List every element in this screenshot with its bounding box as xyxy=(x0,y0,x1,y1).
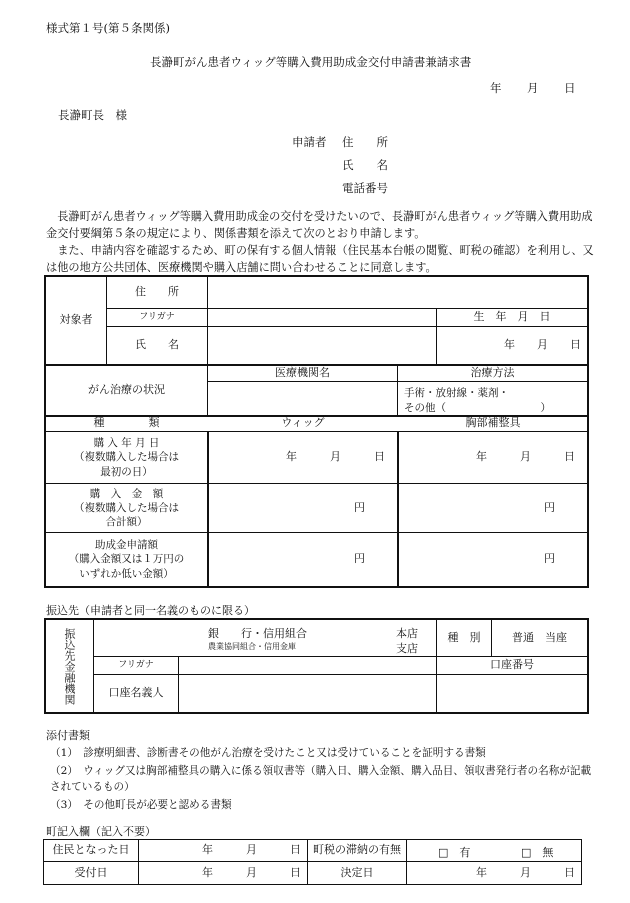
grant-amount-label-line1: 助成金申請額 xyxy=(95,539,158,552)
attachment-item-2: （2） ウィッグ又は胸部補整具の購入に係る領収書等（購入日、購入金額、購入品目、領収書発行者の名称が記載されているもの） xyxy=(50,765,592,793)
subject-label: 対象者 xyxy=(59,313,93,327)
attachments-heading: 添付書類 xyxy=(46,729,90,742)
purchase-date-label xyxy=(46,432,207,483)
receipt-date-value: 年 月 日 xyxy=(202,865,301,879)
body-paragraph-1: 長瀞町がん患者ウィッグ等購入費用助成金の交付を受けたいので、長瀞町がん患者ウィッグ等購入費用助成金交付要綱第５条の規定により、関係書類を添えて次のとおり申請します。 xyxy=(46,210,593,240)
purchase-amount-label-line1: 購 入 金 額 xyxy=(89,487,164,500)
applicant-address-label: 住 所 xyxy=(342,135,388,149)
subject-address-label: 住 所 xyxy=(135,285,179,299)
breast-grant-yen: 円 xyxy=(544,552,555,566)
birth-date-label: 生 年 月 日 xyxy=(473,310,551,324)
birth-date-value: 年 月 日 xyxy=(504,338,581,352)
decision-date-label: 決定日 xyxy=(340,865,374,879)
purchase-date-label-line2: （複数購入した場合は xyxy=(74,451,179,464)
purchase-amount-label-line3: 合計額） xyxy=(105,516,148,529)
attachment-item-1: （1） 診療明細書、診断書その他がん治療を受けたこと又は受けていることを証明する書類 xyxy=(50,747,486,759)
subject-name-label: 氏 名 xyxy=(135,338,179,352)
account-type-value: 普通 当座 xyxy=(512,630,567,644)
breast-amount-yen: 円 xyxy=(544,500,555,514)
purchase-date-label-line1: 購 入 年 月 日 xyxy=(93,437,160,450)
bank-side-label-text: 振込先金融機関 xyxy=(63,627,76,705)
office-use-heading: 町記入欄（記入不要） xyxy=(46,825,156,838)
receipt-date-label: 受付日 xyxy=(74,865,108,879)
date-year: 年 xyxy=(490,81,502,95)
branch-main-label: 本店 xyxy=(396,627,418,640)
grant-amount-label-line3: いずれか低い金額） xyxy=(79,567,174,580)
applicant-name-label: 氏 名 xyxy=(342,158,388,172)
bank-type-line2: 農業協同組合・信用金庫 xyxy=(208,642,296,651)
wig-amount-yen: 円 xyxy=(354,500,365,514)
wig-column-header: ウィッグ xyxy=(281,416,325,430)
wig-purchase-date: 年 月 日 xyxy=(286,450,385,464)
treatment-method-other: その他（ ） xyxy=(404,402,551,414)
purchase-date-label-line3: 最初の日） xyxy=(100,465,153,478)
grant-amount-label xyxy=(46,533,207,586)
date-day: 日 xyxy=(564,81,576,95)
date-month: 月 xyxy=(527,81,539,95)
medical-institution-label: 医療機関名 xyxy=(275,366,330,380)
tax-arrears-no-checkbox[interactable]: □ 無 xyxy=(521,846,554,859)
addressee: 長瀞町長 様 xyxy=(58,108,127,122)
resident-date-value: 年 月 日 xyxy=(202,843,301,857)
bank-type-line1: 銀 行・信用組合 xyxy=(208,627,307,640)
applicant-label: 申請者 xyxy=(292,135,327,149)
account-type-label: 種 別 xyxy=(447,630,481,644)
purchase-amount-label xyxy=(46,484,207,532)
wig-grant-yen: 円 xyxy=(354,552,365,566)
decision-date-value: 年 月 日 xyxy=(476,865,575,879)
bank-side-label xyxy=(46,620,93,712)
tax-arrears-yes-checkbox[interactable]: □ 有 xyxy=(438,846,471,859)
treatment-method-options: 手術・放射線・薬剤・ xyxy=(404,387,509,399)
bank-furigana-label: フリガナ xyxy=(118,660,154,671)
purchase-amount-label-line2: （複数購入した場合は xyxy=(74,501,179,514)
resident-date-label: 住民となった日 xyxy=(52,843,130,857)
body-paragraph-2: また、申請内容を確認するため、町の保有する個人情報（住民基本台帳の閲覧、町税の確認）を利用し、又は他の地方公共団体、医療機関や購入店舗に問い合わせることに同意します。 xyxy=(46,244,594,274)
branch-sub-label: 支店 xyxy=(396,642,418,655)
treatment-status-label: がん治療の状況 xyxy=(88,383,165,397)
form-title: 長瀞町がん患者ウィッグ等購入費用助成金交付申請書兼請求書 xyxy=(150,55,472,69)
attachment-item-3: （3） その他町長が必要と認める書類 xyxy=(50,799,232,811)
subject-furigana-label: フリガナ xyxy=(139,312,175,323)
tax-arrears-label: 町税の滞納の有無 xyxy=(313,843,401,857)
grant-amount-label-line2: （購入金額又は１万円の xyxy=(68,553,185,566)
breast-purchase-date: 年 月 日 xyxy=(476,450,575,464)
breast-prosthesis-column-header: 胸部補整具 xyxy=(465,416,521,430)
account-holder-label: 口座名義人 xyxy=(108,686,164,700)
treatment-method-label: 治療方法 xyxy=(470,366,515,380)
applicant-phone-label: 電話番号 xyxy=(342,181,388,195)
form-number: 様式第１号(第５条関係) xyxy=(46,21,170,35)
bank-heading: 振込先（申請者と同一名義のものに限る） xyxy=(46,604,255,617)
account-number-label: 口座番号 xyxy=(490,658,534,672)
type-label: 種 類 xyxy=(93,416,160,430)
